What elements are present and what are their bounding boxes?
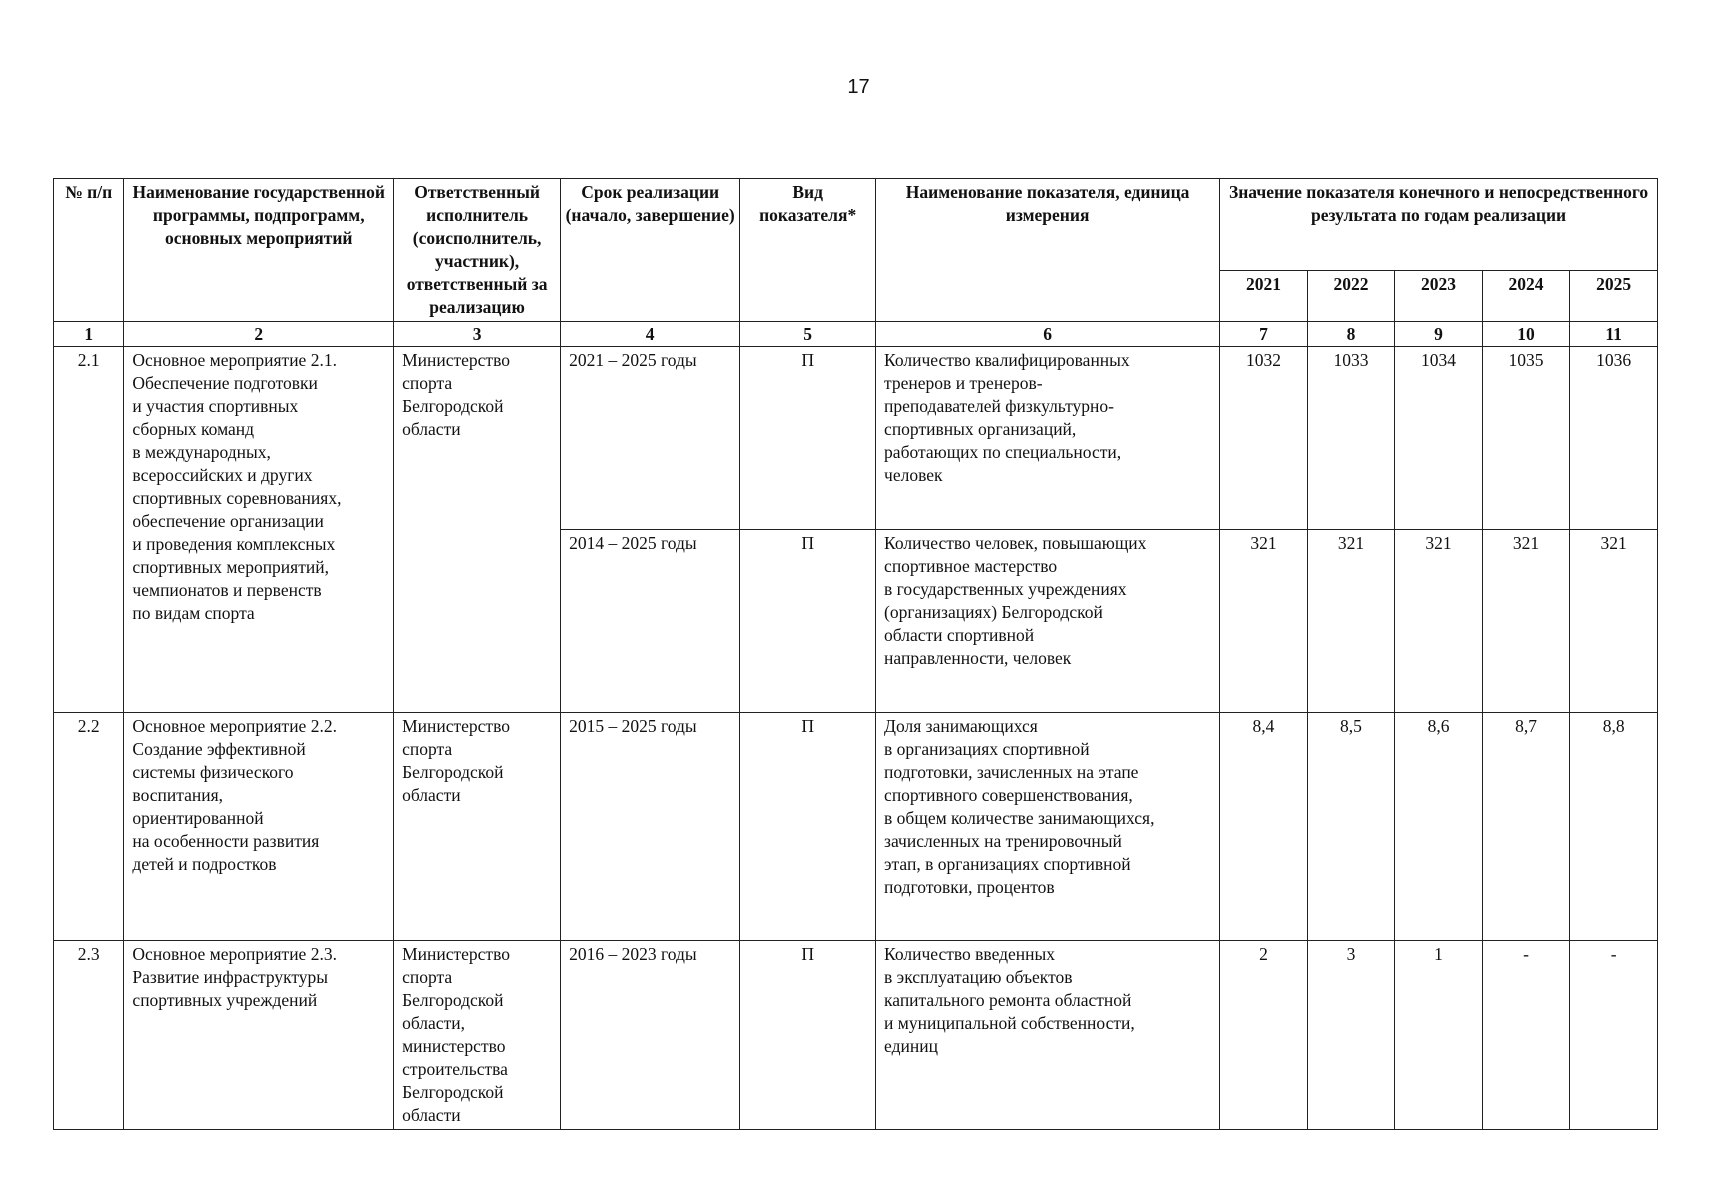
implementation-term: 2015 – 2025 годы (561, 713, 740, 941)
indicator-kind: П (740, 530, 876, 713)
column-number: 6 (876, 322, 1220, 347)
header-year: 2021 (1220, 271, 1308, 322)
column-number: 7 (1220, 322, 1308, 347)
indicator-name: Доля занимающихся в организациях спортивной подготовки, зачисленных на этапе спортивного совершенствования, в общем количестве занимающихся, зачисленных на тренировочный этап, в организациях спортивной подготовки, процентов (876, 713, 1220, 941)
implementation-term: 2021 – 2025 годы (561, 347, 740, 530)
activity-name: Основное мероприятие 2.2. Создание эффективной системы физического воспитания, ориентированной на особенности развития детей и подростков (124, 713, 394, 941)
indicator-value-2025: 321 (1570, 530, 1658, 713)
indicator-value-2023: 8,6 (1395, 713, 1483, 941)
header-year: 2025 (1570, 271, 1658, 322)
indicator-value-2024: - (1482, 941, 1570, 1130)
responsible-executor: Министерство спорта Белгородской области (394, 713, 561, 941)
indicator-value-2023: 321 (1395, 530, 1483, 713)
header-values-group: Значение показателя конечного и непосредственного результата по годам реализации (1220, 179, 1658, 271)
indicator-kind: П (740, 713, 876, 941)
indicator-value-2023: 1 (1395, 941, 1483, 1130)
indicator-value-2025: 8,8 (1570, 713, 1658, 941)
responsible-executor: Министерство спорта Белгородской области (394, 347, 561, 713)
indicator-value-2023: 1034 (1395, 347, 1483, 530)
indicator-value-2022: 3 (1307, 941, 1395, 1130)
indicator-value-2021: 1032 (1220, 347, 1308, 530)
table-row (54, 713, 1658, 941)
program-table (53, 178, 1658, 1130)
header-year: 2023 (1395, 271, 1483, 322)
table-row (54, 347, 1658, 530)
indicator-name: Количество введенных в эксплуатацию объектов капитального ремонта областной и муниципальной собственности, единиц (876, 941, 1220, 1130)
indicator-value-2025: - (1570, 941, 1658, 1130)
header-kind: Вид показателя* (740, 179, 876, 322)
indicator-value-2024: 8,7 (1482, 713, 1570, 941)
indicator-value-2021: 8,4 (1220, 713, 1308, 941)
page-number: 17 (847, 76, 870, 98)
header-term: Срок реализации (начало, завершение) (561, 179, 740, 322)
column-number: 11 (1570, 322, 1658, 347)
indicator-value-2022: 321 (1307, 530, 1395, 713)
header-name: Наименование государственной программы, подпрограмм, основных мероприятий (124, 179, 394, 322)
indicator-name: Количество квалифицированных тренеров и тренеров- преподавателей физкультурно- спортивных организаций, работающих по специальности, человек (876, 347, 1220, 530)
header-year: 2022 (1307, 271, 1395, 322)
column-number: 2 (124, 322, 394, 347)
indicator-kind: П (740, 941, 876, 1130)
responsible-executor: Министерство спорта Белгородской области, министерство строительства Белгородской области (394, 941, 561, 1130)
column-number: 8 (1307, 322, 1395, 347)
indicator-value-2021: 2 (1220, 941, 1308, 1130)
column-number: 9 (1395, 322, 1483, 347)
indicator-value-2021: 321 (1220, 530, 1308, 713)
implementation-term: 2014 – 2025 годы (561, 530, 740, 713)
indicator-kind: П (740, 347, 876, 530)
column-number: 3 (394, 322, 561, 347)
indicator-value-2022: 1033 (1307, 347, 1395, 530)
table-row (54, 941, 1658, 1130)
column-numbers-row (54, 322, 1658, 347)
indicator-value-2025: 1036 (1570, 347, 1658, 530)
header-no: № п/п (54, 179, 124, 322)
column-number: 1 (54, 322, 124, 347)
row-number: 2.3 (54, 941, 124, 1130)
column-number: 10 (1482, 322, 1570, 347)
activity-name: Основное мероприятие 2.3. Развитие инфраструктуры спортивных учреждений (124, 941, 394, 1130)
column-number: 5 (740, 322, 876, 347)
indicator-value-2024: 321 (1482, 530, 1570, 713)
header-row (54, 179, 1658, 271)
row-number: 2.2 (54, 713, 124, 941)
row-number: 2.1 (54, 347, 124, 713)
indicator-name: Количество человек, повышающих спортивное мастерство в государственных учреждениях (организациях) Белгородской области спортивной направленности, человек (876, 530, 1220, 713)
header-year: 2024 (1482, 271, 1570, 322)
column-number: 4 (561, 322, 740, 347)
implementation-term: 2016 – 2023 годы (561, 941, 740, 1130)
indicator-value-2022: 8,5 (1307, 713, 1395, 941)
header-responsible: Ответственный исполнитель (соисполнитель, участник), ответственный за реализацию (394, 179, 561, 322)
activity-name: Основное мероприятие 2.1. Обеспечение подготовки и участия спортивных сборных команд в международных, всероссийских и других спортивных соревнованиях, обеспечение организации и проведения комплексных спортивных мероприятий, чемпионатов и первенств по видам спорта (124, 347, 394, 713)
header-indicator: Наименование показателя, единица измерения (876, 179, 1220, 322)
indicator-value-2024: 1035 (1482, 347, 1570, 530)
